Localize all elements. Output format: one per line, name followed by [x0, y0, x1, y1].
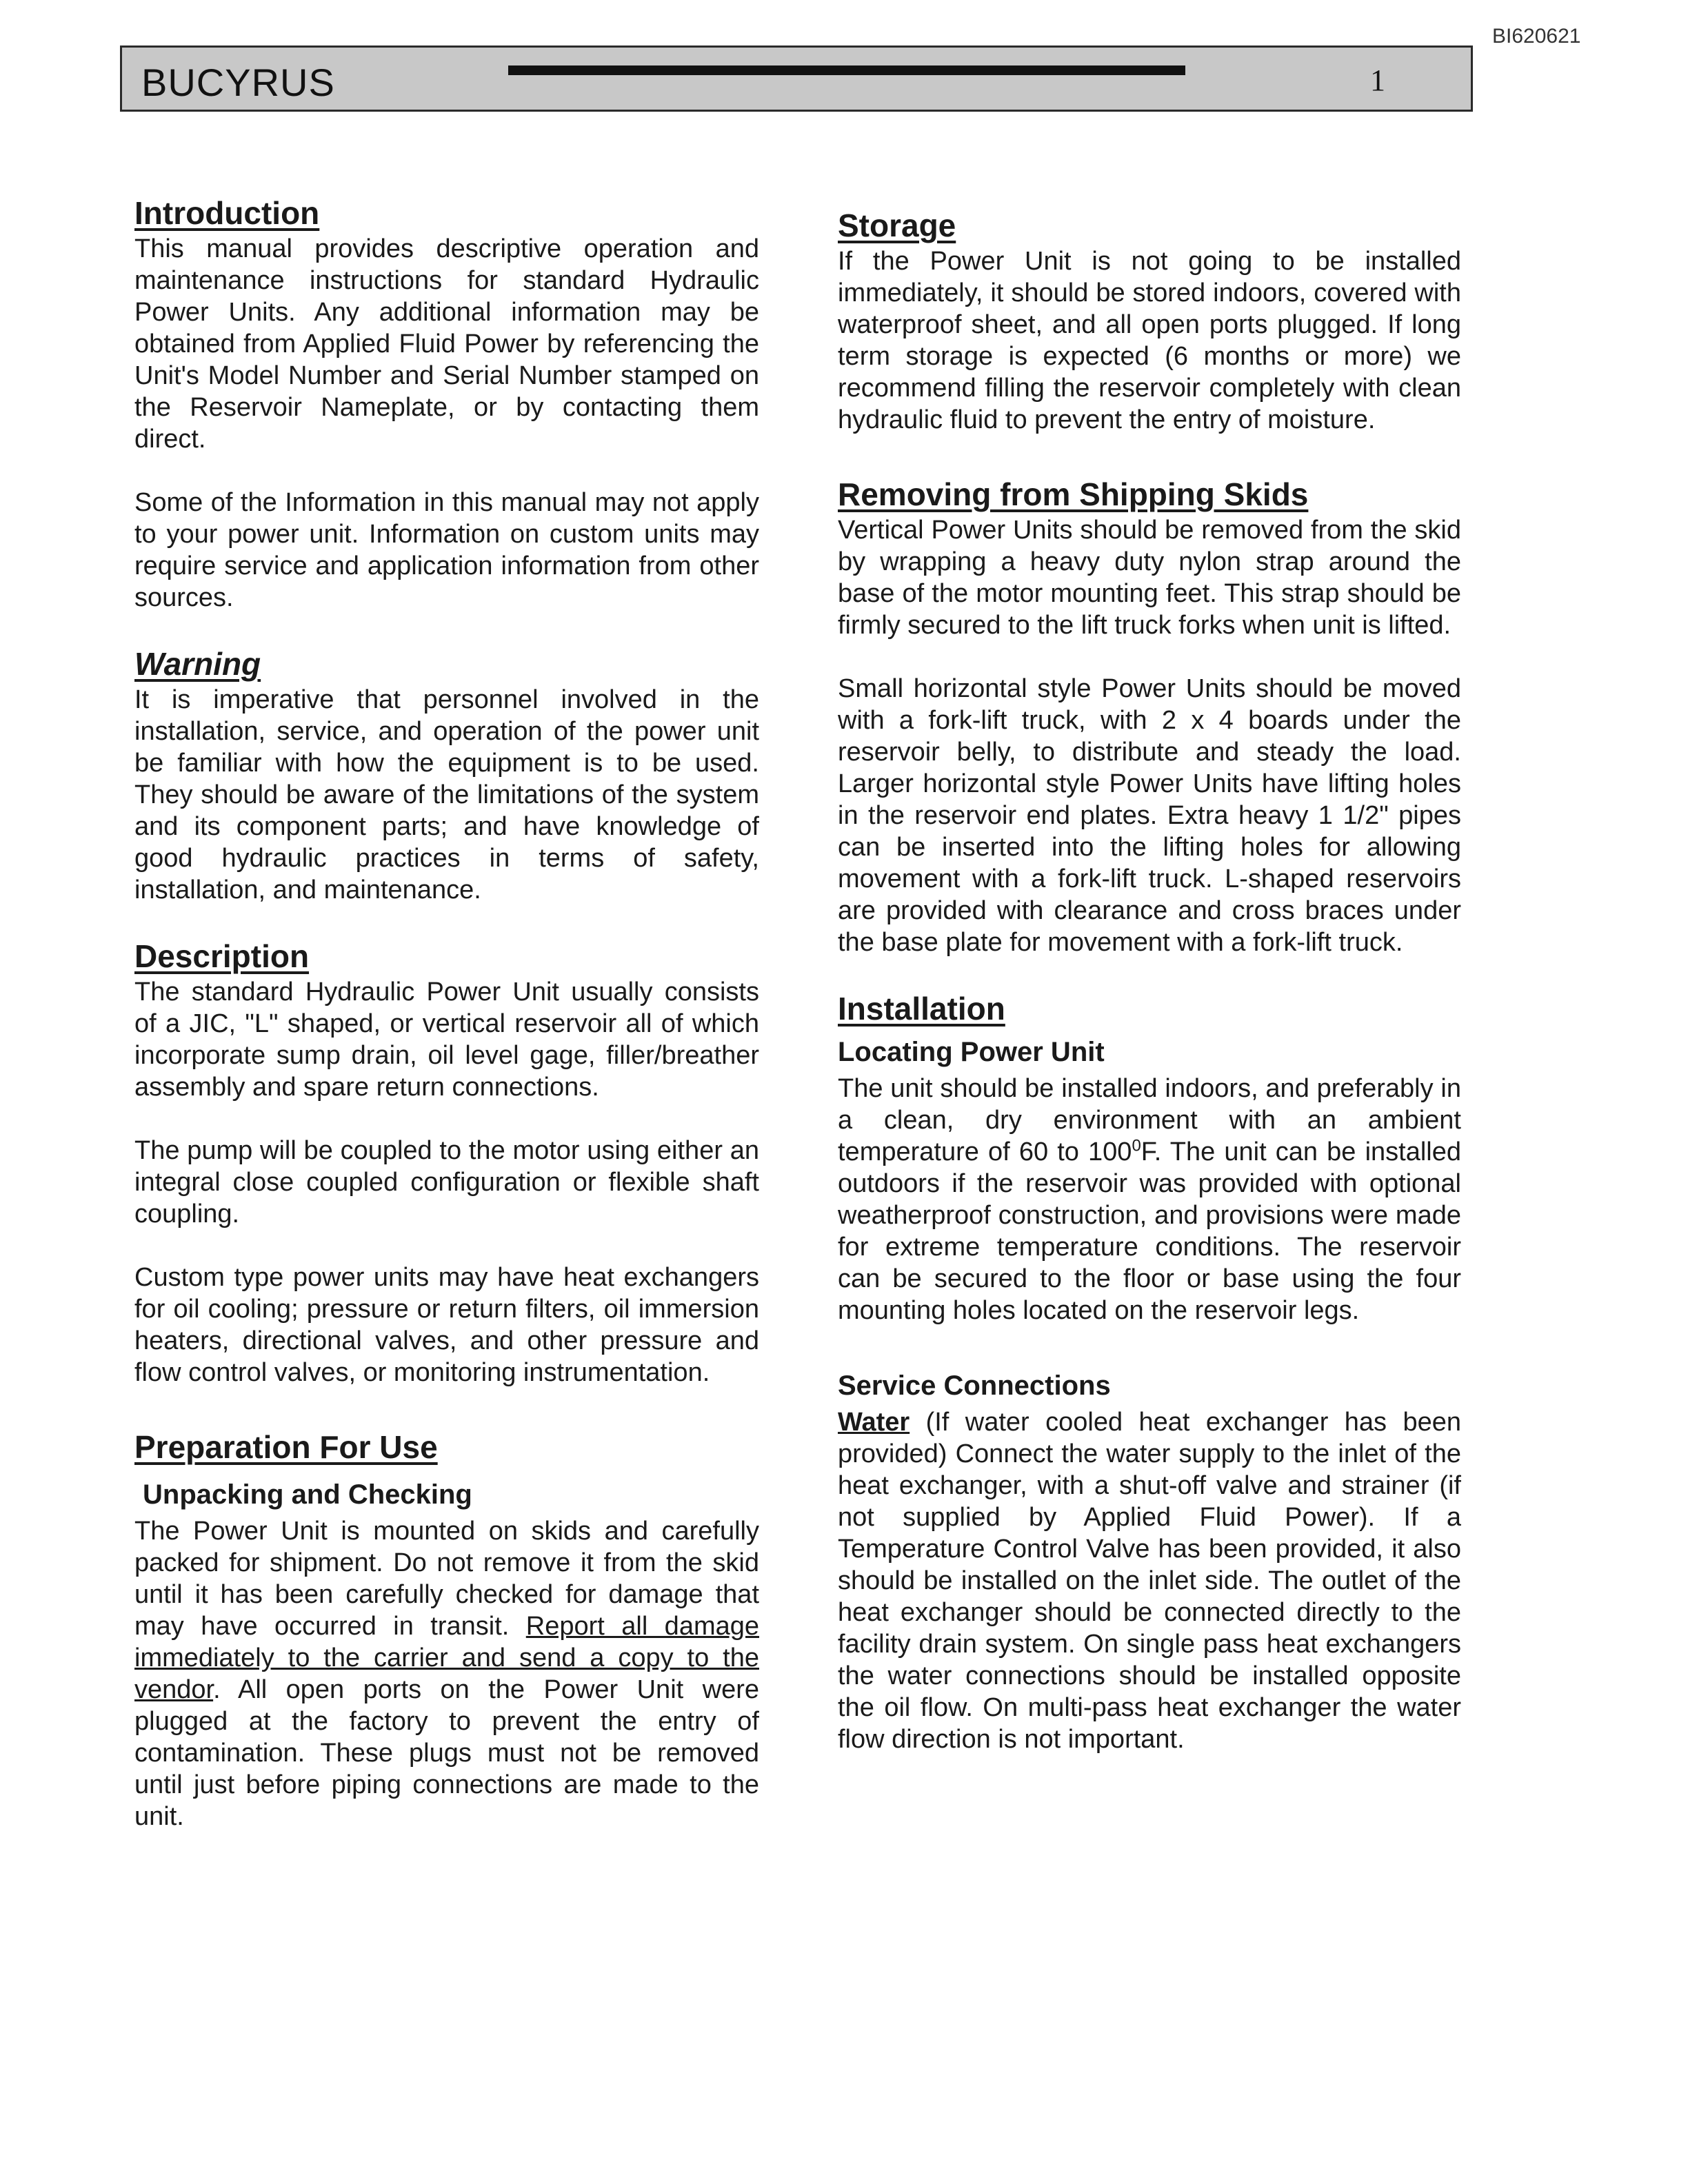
preparation-heading: Preparation For Use: [134, 1429, 438, 1465]
header-rule: [508, 65, 1185, 75]
preparation-section: [134, 1427, 759, 1832]
installation-heading: Installation: [838, 991, 1005, 1027]
unpacking-paragraph: [134, 1515, 759, 1832]
right-column: [838, 205, 1461, 1755]
removing-heading: Removing from Shipping Skids: [838, 476, 1309, 512]
locating-text-end: F. The unit can be installed outdoors if the reservoir was provided with optional weatherproof construction, and provisions were made for extreme temperature conditions. The reservoir can be secured to the floor or base using the four mounting holes located on the reservoir legs.: [838, 1138, 1461, 1325]
description-paragraph-2: The pump will be coupled to the motor using either an integral close coupled configuration or flexible shaft coupling.: [134, 1136, 759, 1228]
locating-text-start: The unit should be installed indoors, and preferably in a clean, dry environment with an ambient temperature of 60 to 100: [838, 1074, 1461, 1166]
introduction-section: [134, 193, 759, 614]
unpacking-text-start: The Power Unit is mounted on skids and carefully packed for shipment. Do not remove it from the skid until it has been carefully checked for damage that may have occurred in transit.: [134, 1517, 759, 1641]
brand-name: BUCYRUS: [141, 61, 335, 104]
degree-mark: 0: [1132, 1136, 1141, 1155]
introduction-heading: Introduction: [134, 195, 320, 231]
description-section: [134, 936, 759, 1388]
water-text: (If water cooled heat exchanger has been provided) Connect the water supply to the inlet of the heat exchanger, with a shut-off valve and strainer (if not supplied by Applied Fluid Power). If a Temperature Control Valve has been provided, it also should be installed on the inlet side. The outlet of the heat exchanger should be connected directly to the facility drain system. On single pass heat exchangers the water connections should be installed opposite the oil flow. On multi-pass heat exchanger the water flow direction is not important.: [838, 1408, 1461, 1754]
description-paragraph-3: Custom type power units may have heat exchangers for oil cooling; pressure or return filters, oil immersion heaters, directional valves, and other pressure and flow control valves, or monitoring instrumentation.: [134, 1263, 759, 1387]
installation-section: [838, 989, 1461, 1755]
removing-section: [838, 474, 1461, 958]
page-header: [120, 46, 1473, 112]
locating-paragraph: [838, 1073, 1461, 1326]
service-connections-subheading: Service Connections: [838, 1371, 1111, 1401]
unpacking-damage-notice: Report all damage immediately to the carrier and send a copy to the vendor: [134, 1612, 760, 1704]
description-heading: Description: [134, 938, 310, 974]
description-paragraph-1: The standard Hydraulic Power Unit usually consists of a JIC, "L" shaped, or vertical reservoir all of which incorporate sump drain, oil level gage, filler/breather assembly and spare return connections.: [134, 978, 759, 1102]
page-number: 1: [1370, 63, 1385, 97]
locating-subheading: Locating Power Unit: [838, 1037, 1105, 1067]
unpacking-text-end: . All open ports on the Power Unit were plugged at the factory to prevent the entry of contamination. These plugs must not be removed until just before piping connections are made to the unit.: [134, 1675, 759, 1831]
storage-paragraph: If the Power Unit is not going to be installed immediately, it should be stored indoors, covered with waterproof sheet, and all open ports plugged. If long term storage is expected (6 months or more) we recommend filling the reservoir completely with clean hydraulic fluid to prevent the entry of moisture.: [838, 247, 1461, 434]
unpacking-subheading: Unpacking and Checking: [143, 1479, 472, 1510]
removing-paragraph-2: Small horizontal style Power Units should be moved with a fork-lift truck, with 2 x 4 boards under the reservoir belly, to distribute and steady the load. Larger horizontal style Power Units have lifting holes in the reservoir end plates. Extra heavy 1 1/2" pipes can be inserted into the lifting holes for allowing movement with a fork-lift truck. L-shaped reservoirs are provided with clearance and cross braces under the base plate for movement with a fork-lift truck.: [838, 674, 1461, 957]
left-column: [134, 193, 759, 1832]
water-paragraph: [838, 1406, 1461, 1755]
storage-section: [838, 205, 1461, 436]
warning-paragraph: It is imperative that personnel involved in the installation, service, and operation of the power unit be familiar with how the equipment is to be used. They should be aware of the limitations of the system and its component parts; and have knowledge of good hydraulic practices in terms of safety, installation, and maintenance.: [134, 685, 759, 904]
warning-section: [134, 644, 759, 906]
storage-heading: Storage: [838, 208, 956, 243]
document-code: BI620621: [1492, 25, 1581, 48]
water-label: Water: [838, 1408, 910, 1437]
removing-paragraph-1: Vertical Power Units should be removed from the skid by wrapping a heavy duty nylon strap around the base of the motor mounting feet. This strap should be firmly secured to the lift truck forks when unit is lifted.: [838, 516, 1461, 640]
introduction-paragraph-1: This manual provides descriptive operation and maintenance instructions for standard Hydraulic Power Units. Any additional information may be obtained from Applied Fluid Power by referencing the Unit's Model Number and Serial Number stamped on the Reservoir Nameplate, or by contacting them direct.: [134, 234, 759, 454]
warning-heading: Warning: [134, 646, 261, 682]
introduction-paragraph-2: Some of the Information in this manual may not apply to your power unit. Information on custom units may require service and application information from other sources.: [134, 488, 759, 612]
